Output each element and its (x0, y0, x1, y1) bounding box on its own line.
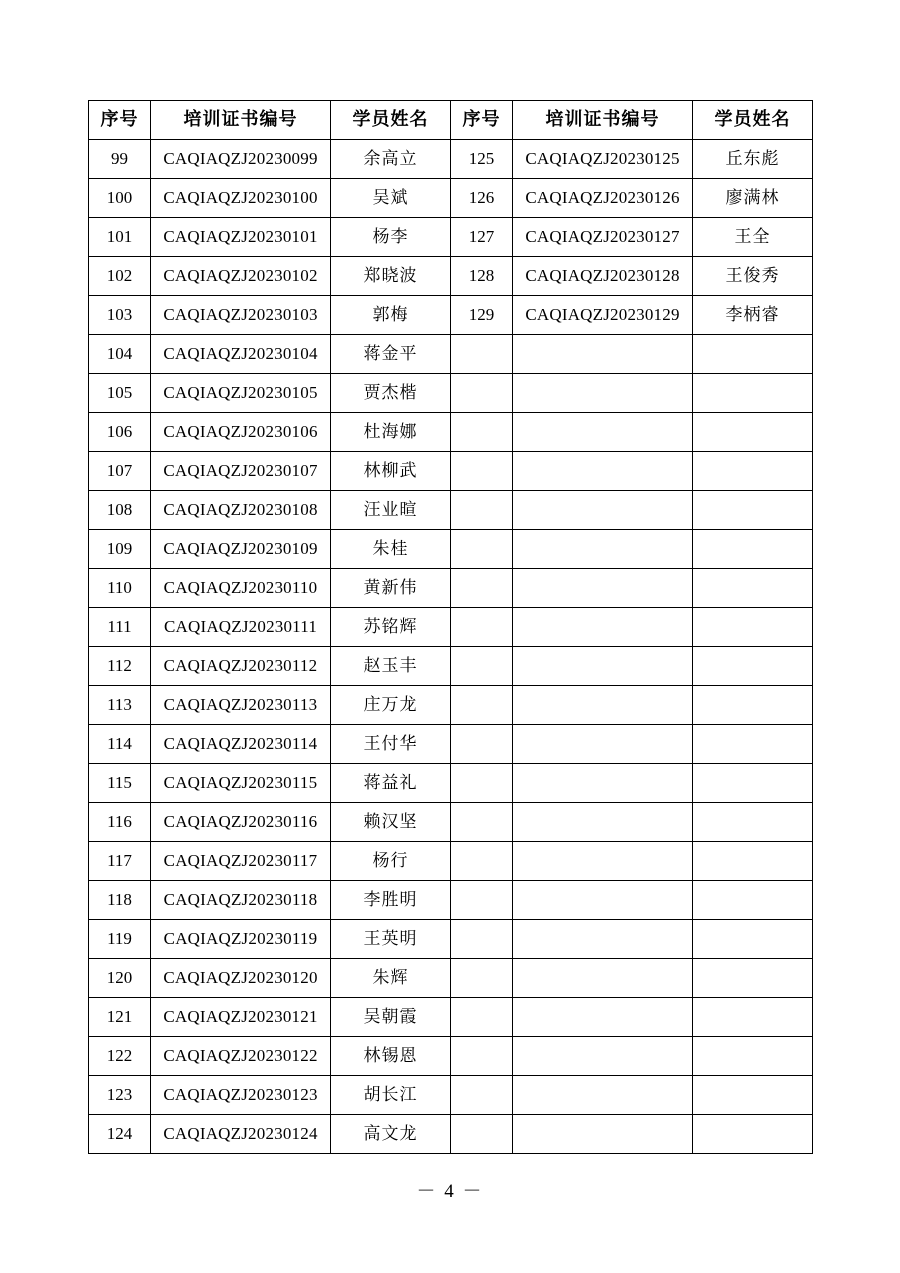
cell-index-left: 108 (89, 491, 151, 530)
cell-index-right (451, 881, 513, 920)
cell-name-left: 林柳武 (331, 452, 451, 491)
table-row (89, 257, 813, 296)
cell-name-right (693, 959, 813, 998)
cell-index-right (451, 686, 513, 725)
cell-index-right (451, 803, 513, 842)
cell-certificate-left: CAQIAQZJ20230101 (151, 218, 331, 257)
cell-name-right (693, 374, 813, 413)
cell-index-right (451, 1076, 513, 1115)
cell-index-left: 109 (89, 530, 151, 569)
table-row (89, 881, 813, 920)
column-header-index-left: 序号 (89, 101, 151, 140)
cell-certificate-right (513, 725, 693, 764)
cell-name-left: 庄万龙 (331, 686, 451, 725)
cell-certificate-right (513, 1115, 693, 1154)
cell-certificate-left: CAQIAQZJ20230107 (151, 452, 331, 491)
cell-certificate-right (513, 803, 693, 842)
cell-name-right (693, 998, 813, 1037)
cell-index-left: 124 (89, 1115, 151, 1154)
column-header-index-right: 序号 (451, 101, 513, 140)
cell-name-right (693, 413, 813, 452)
cell-index-left: 112 (89, 647, 151, 686)
cell-certificate-right (513, 764, 693, 803)
cell-name-right (693, 1037, 813, 1076)
cell-name-right (693, 686, 813, 725)
cell-index-left: 110 (89, 569, 151, 608)
cell-index-right: 125 (451, 140, 513, 179)
cell-name-left: 汪业暄 (331, 491, 451, 530)
cell-name-left: 杜海娜 (331, 413, 451, 452)
table-row (89, 686, 813, 725)
cell-index-left: 106 (89, 413, 151, 452)
cell-certificate-right (513, 959, 693, 998)
cell-certificate-left: CAQIAQZJ20230100 (151, 179, 331, 218)
table-row (89, 374, 813, 413)
cell-name-left: 蒋益礼 (331, 764, 451, 803)
cell-index-left: 104 (89, 335, 151, 374)
cell-name-right: 王全 (693, 218, 813, 257)
cell-certificate-left: CAQIAQZJ20230099 (151, 140, 331, 179)
cell-name-right (693, 647, 813, 686)
table-row (89, 725, 813, 764)
table-body (89, 140, 813, 1154)
table-row (89, 998, 813, 1037)
cell-name-left: 吴斌 (331, 179, 451, 218)
cell-name-left: 赖汉坚 (331, 803, 451, 842)
table-row (89, 491, 813, 530)
cell-name-left: 蒋金平 (331, 335, 451, 374)
cell-name-left: 王英明 (331, 920, 451, 959)
table-row (89, 1076, 813, 1115)
cell-certificate-right (513, 491, 693, 530)
table-row (89, 569, 813, 608)
table-row (89, 452, 813, 491)
cell-name-right (693, 881, 813, 920)
cell-name-left: 朱辉 (331, 959, 451, 998)
table-row (89, 1115, 813, 1154)
cell-certificate-right (513, 530, 693, 569)
cell-name-left: 赵玉丰 (331, 647, 451, 686)
cell-index-right: 126 (451, 179, 513, 218)
cell-certificate-left: CAQIAQZJ20230120 (151, 959, 331, 998)
cell-name-left: 朱桂 (331, 530, 451, 569)
cell-certificate-left: CAQIAQZJ20230108 (151, 491, 331, 530)
cell-index-left: 100 (89, 179, 151, 218)
table-row (89, 413, 813, 452)
cell-name-left: 贾杰楷 (331, 374, 451, 413)
cell-name-right (693, 452, 813, 491)
cell-name-right (693, 842, 813, 881)
table-header (89, 101, 813, 140)
cell-certificate-left: CAQIAQZJ20230116 (151, 803, 331, 842)
cell-index-left: 105 (89, 374, 151, 413)
table-row (89, 803, 813, 842)
cell-name-left: 苏铭辉 (331, 608, 451, 647)
cell-certificate-left: CAQIAQZJ20230113 (151, 686, 331, 725)
cell-index-right (451, 569, 513, 608)
cell-certificate-left: CAQIAQZJ20230103 (151, 296, 331, 335)
cell-index-right (451, 374, 513, 413)
cell-certificate-right (513, 1076, 693, 1115)
table-row (89, 140, 813, 179)
cell-name-right (693, 920, 813, 959)
cell-index-left: 102 (89, 257, 151, 296)
table-row (89, 959, 813, 998)
cell-index-right (451, 920, 513, 959)
cell-name-right (693, 1115, 813, 1154)
cell-certificate-left: CAQIAQZJ20230123 (151, 1076, 331, 1115)
table-row (89, 920, 813, 959)
cell-index-right: 127 (451, 218, 513, 257)
cell-certificate-right (513, 647, 693, 686)
cell-certificate-right (513, 686, 693, 725)
table-row (89, 179, 813, 218)
cell-name-right (693, 725, 813, 764)
cell-certificate-right (513, 452, 693, 491)
cell-certificate-left: CAQIAQZJ20230105 (151, 374, 331, 413)
cell-certificate-left: CAQIAQZJ20230117 (151, 842, 331, 881)
cell-certificate-left: CAQIAQZJ20230112 (151, 647, 331, 686)
cell-certificate-left: CAQIAQZJ20230124 (151, 1115, 331, 1154)
table-row (89, 1037, 813, 1076)
cell-certificate-right (513, 998, 693, 1037)
cell-certificate-left: CAQIAQZJ20230118 (151, 881, 331, 920)
cell-name-left: 王付华 (331, 725, 451, 764)
cell-name-left: 郭梅 (331, 296, 451, 335)
cell-index-left: 107 (89, 452, 151, 491)
cell-index-right (451, 452, 513, 491)
cell-index-left: 121 (89, 998, 151, 1037)
column-header-certificate-left: 培训证书编号 (151, 101, 331, 140)
cell-name-left: 杨行 (331, 842, 451, 881)
table-row (89, 296, 813, 335)
cell-certificate-left: CAQIAQZJ20230115 (151, 764, 331, 803)
cell-index-right (451, 491, 513, 530)
cell-name-left: 胡长江 (331, 1076, 451, 1115)
cell-name-right (693, 608, 813, 647)
cell-index-right (451, 413, 513, 452)
cell-index-left: 101 (89, 218, 151, 257)
table-row (89, 218, 813, 257)
cell-index-left: 116 (89, 803, 151, 842)
cell-certificate-left: CAQIAQZJ20230104 (151, 335, 331, 374)
cell-certificate-right: CAQIAQZJ20230125 (513, 140, 693, 179)
trainee-certificate-table (88, 100, 813, 1154)
cell-certificate-right (513, 413, 693, 452)
cell-index-right (451, 998, 513, 1037)
cell-index-left: 123 (89, 1076, 151, 1115)
cell-name-left: 杨李 (331, 218, 451, 257)
cell-index-right (451, 647, 513, 686)
cell-name-left: 林锡恩 (331, 1037, 451, 1076)
cell-index-right (451, 764, 513, 803)
cell-certificate-left: CAQIAQZJ20230122 (151, 1037, 331, 1076)
cell-certificate-right (513, 881, 693, 920)
cell-certificate-right: CAQIAQZJ20230129 (513, 296, 693, 335)
cell-certificate-left: CAQIAQZJ20230111 (151, 608, 331, 647)
cell-index-left: 111 (89, 608, 151, 647)
cell-certificate-right: CAQIAQZJ20230127 (513, 218, 693, 257)
cell-name-left: 郑晓波 (331, 257, 451, 296)
cell-name-right (693, 1076, 813, 1115)
cell-certificate-left: CAQIAQZJ20230119 (151, 920, 331, 959)
cell-index-left: 119 (89, 920, 151, 959)
cell-certificate-left: CAQIAQZJ20230114 (151, 725, 331, 764)
cell-certificate-left: CAQIAQZJ20230121 (151, 998, 331, 1037)
cell-index-left: 117 (89, 842, 151, 881)
cell-index-left: 113 (89, 686, 151, 725)
cell-certificate-right (513, 842, 693, 881)
cell-name-right (693, 335, 813, 374)
cell-index-right (451, 1115, 513, 1154)
cell-index-right (451, 335, 513, 374)
cell-name-left: 李胜明 (331, 881, 451, 920)
cell-certificate-right (513, 1037, 693, 1076)
column-header-name-left: 学员姓名 (331, 101, 451, 140)
cell-name-right (693, 764, 813, 803)
cell-index-left: 118 (89, 881, 151, 920)
cell-certificate-left: CAQIAQZJ20230109 (151, 530, 331, 569)
cell-certificate-left: CAQIAQZJ20230102 (151, 257, 331, 296)
cell-index-right (451, 959, 513, 998)
cell-certificate-right (513, 374, 693, 413)
cell-name-right (693, 803, 813, 842)
cell-name-right: 廖满林 (693, 179, 813, 218)
cell-name-right: 李柄睿 (693, 296, 813, 335)
cell-name-right: 丘东彪 (693, 140, 813, 179)
cell-index-right (451, 842, 513, 881)
cell-index-right (451, 530, 513, 569)
table-row (89, 335, 813, 374)
cell-index-left: 120 (89, 959, 151, 998)
cell-certificate-right (513, 920, 693, 959)
cell-index-right: 128 (451, 257, 513, 296)
cell-index-right (451, 1037, 513, 1076)
cell-certificate-right: CAQIAQZJ20230126 (513, 179, 693, 218)
cell-name-right (693, 491, 813, 530)
table-row (89, 647, 813, 686)
table-row (89, 530, 813, 569)
cell-certificate-right (513, 335, 693, 374)
cell-name-left: 余高立 (331, 140, 451, 179)
cell-index-right: 129 (451, 296, 513, 335)
column-header-name-right: 学员姓名 (693, 101, 813, 140)
table-row (89, 842, 813, 881)
cell-index-right (451, 725, 513, 764)
column-header-certificate-right: 培训证书编号 (513, 101, 693, 140)
cell-name-right (693, 569, 813, 608)
table-header-row (89, 101, 813, 140)
cell-name-left: 高文龙 (331, 1115, 451, 1154)
cell-index-left: 99 (89, 140, 151, 179)
page-number: － 4 － (416, 1181, 484, 1202)
cell-certificate-right: CAQIAQZJ20230128 (513, 257, 693, 296)
cell-certificate-right (513, 569, 693, 608)
cell-name-left: 吴朝霞 (331, 998, 451, 1037)
table-row (89, 608, 813, 647)
cell-index-left: 122 (89, 1037, 151, 1076)
cell-certificate-right (513, 608, 693, 647)
cell-name-right: 王俊秀 (693, 257, 813, 296)
cell-certificate-left: CAQIAQZJ20230110 (151, 569, 331, 608)
cell-index-left: 115 (89, 764, 151, 803)
cell-index-right (451, 608, 513, 647)
cell-index-left: 103 (89, 296, 151, 335)
cell-certificate-left: CAQIAQZJ20230106 (151, 413, 331, 452)
cell-index-left: 114 (89, 725, 151, 764)
table-row (89, 764, 813, 803)
cell-name-right (693, 530, 813, 569)
cell-name-left: 黄新伟 (331, 569, 451, 608)
